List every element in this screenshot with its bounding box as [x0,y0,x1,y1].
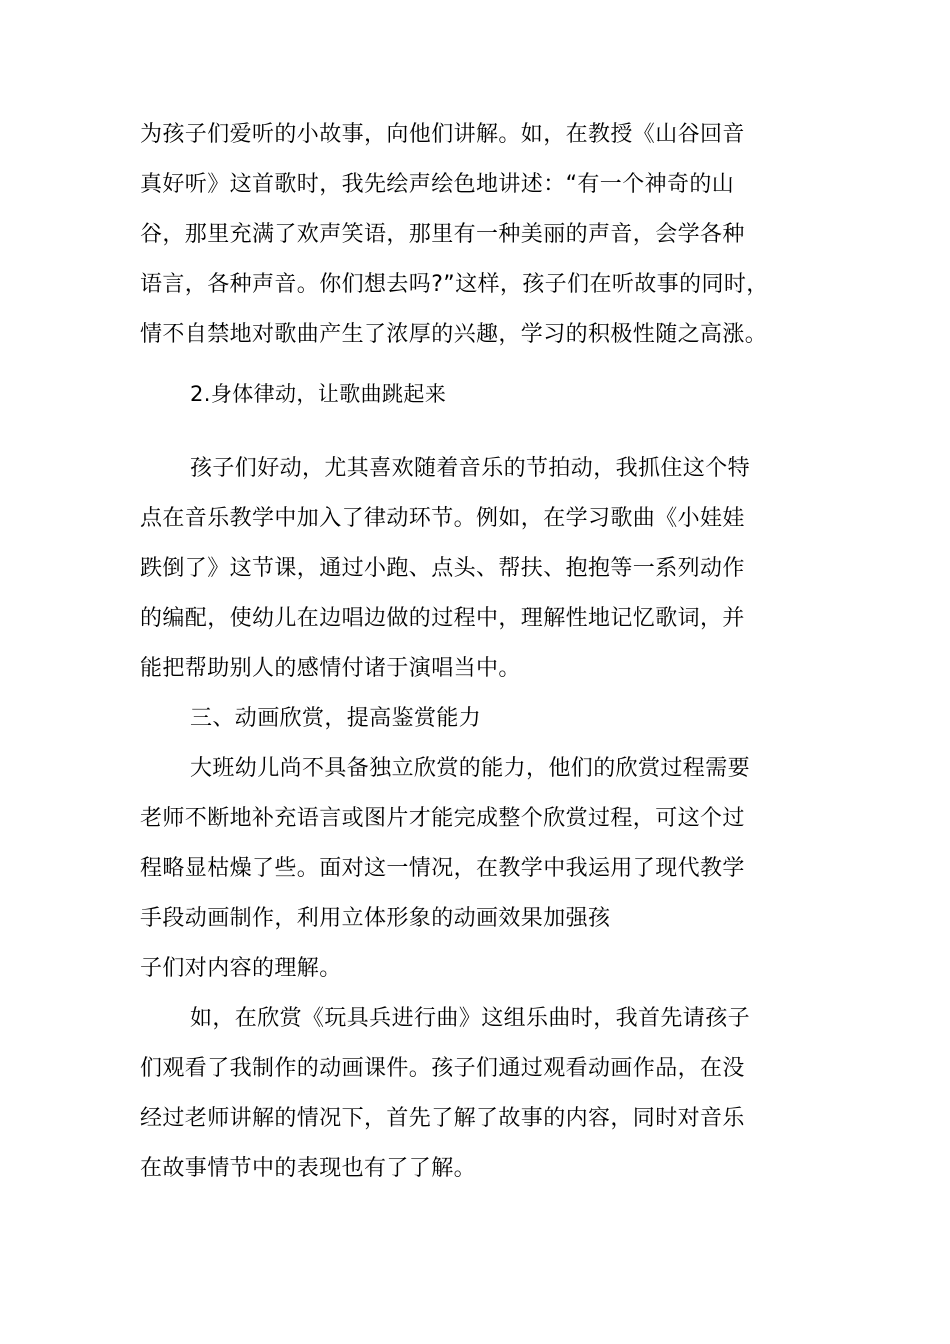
text-line: 能把帮助别人的感情付诸于演唱当中。 [140,656,521,681]
text-line: 语言，各种声音。你们想去吗?”这样，孩子们在听故事的同时， [140,272,769,297]
text-line: 跌倒了》这节课，通过小跑、点头、帮扶、抱抱等一系列动作 [140,556,745,581]
section-heading-animation: 三、动画欣赏，提高鉴赏能力 [190,706,482,731]
text-line: 真好听》这首歌时，我先绘声绘色地讲述：“有一个神奇的山 [140,172,735,197]
text-line: 的编配，使幼儿在边唱边做的过程中，理解性地记忆歌词，并 [140,606,745,631]
text-line: 为孩子们爱听的小故事，向他们讲解。如，在教授《山谷回音 [140,122,745,147]
text-line: 经过老师讲解的情况下，首先了解了故事的内容，同时对音乐 [140,1106,745,1131]
text-line: 谷，那里充满了欢声笑语，那里有一种美丽的声音，会学各种 [140,222,745,247]
text-line: 大班幼儿尚不具备独立欣赏的能力，他们的欣赏过程需要 [190,756,751,781]
text-line: 老师不断地补充语言或图片才能完成整个欣赏过程，可这个过 [140,806,745,831]
section-heading-body-rhythm: 2.身体律动，让歌曲跳起来 [190,382,447,406]
text-line: 情不自禁地对歌曲产生了浓厚的兴趣，学习的积极性随之高涨。 [140,322,768,347]
text-line: 如，在欣赏《玩具兵进行曲》这组乐曲时，我首先请孩子 [190,1006,751,1031]
text-line: 们观看了我制作的动画课件。孩子们通过观看动画作品，在没 [140,1056,745,1081]
text-line: 程略显枯燥了些。面对这一情况，在教学中我运用了现代教学 [140,856,745,881]
text-line: 孩子们好动，尤其喜欢随着音乐的节拍动，我抓住这个特 [190,456,751,481]
text-line: 手段动画制作，利用立体形象的动画效果加强孩 [140,906,611,931]
text-line: 子们对内容的理解。 [140,956,342,981]
text-line: 在故事情节中的表现也有了了解。 [140,1156,477,1181]
text-line: 点在音乐教学中加入了律动环节。例如，在学习歌曲《小娃娃 [140,506,745,531]
